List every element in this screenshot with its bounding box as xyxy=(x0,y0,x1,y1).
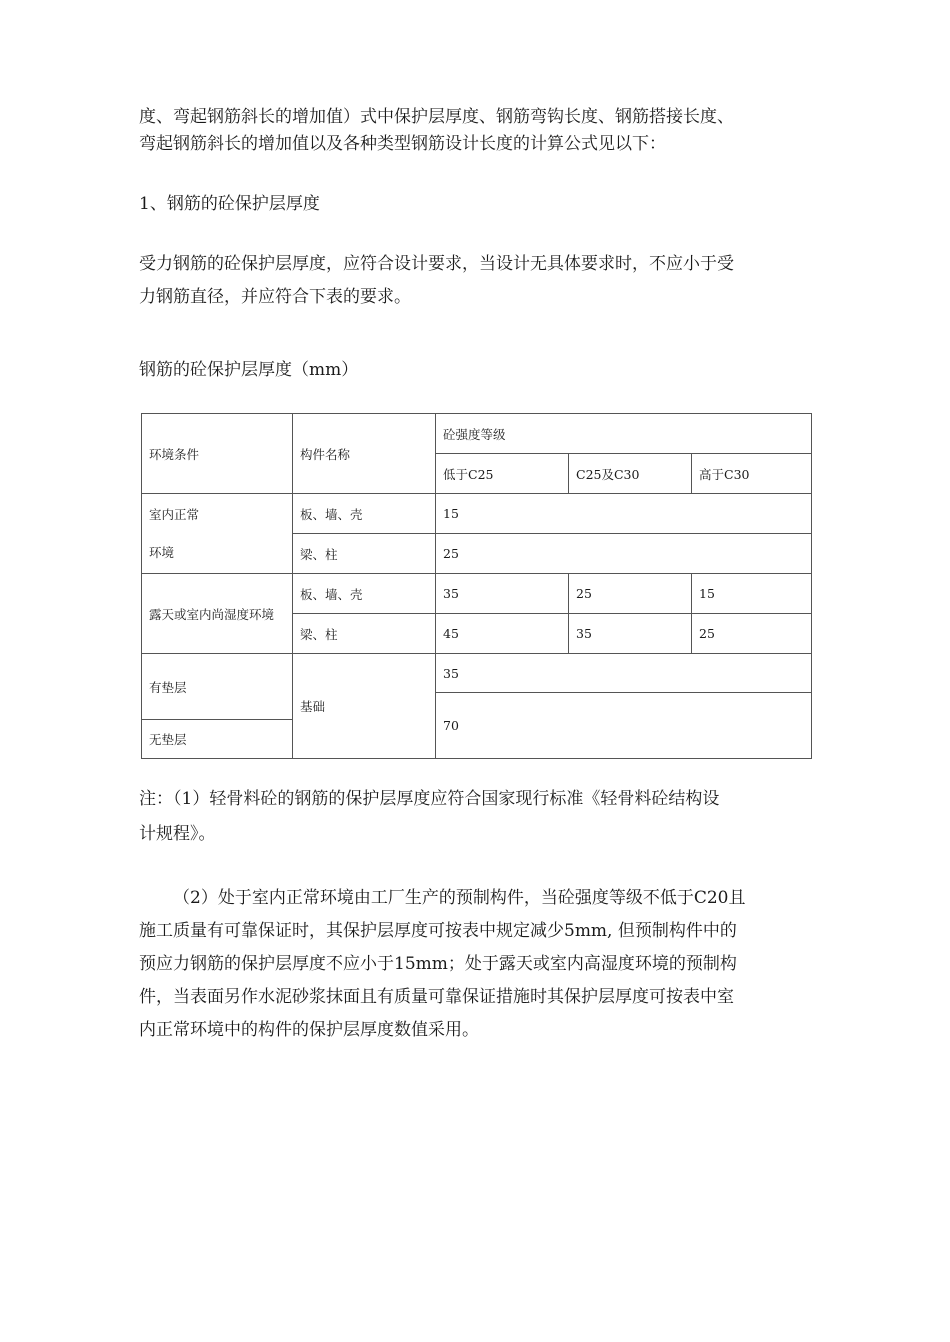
foundation-member: 基础 xyxy=(293,654,436,759)
requirement-line-2: 力钢筋直径，并应符合下表的要求。 xyxy=(139,287,411,307)
requirement-line-1: 受力钢筋的砼保护层厚度，应符合设计要求，当设计无具体要求时，不应小于受 xyxy=(139,254,734,274)
intro-line-1: 度、弯起钢筋斜长的增加值）式中保护层厚度、钢筋弯钩长度、钢筋搭接长度、 xyxy=(139,107,734,127)
header-member: 构件名称 xyxy=(293,414,436,494)
note-1-line-1: 注：（1）轻骨料砼的钢筋的保护层厚度应符合国家现行标准《轻骨料砼结构设 xyxy=(139,789,720,809)
table-row xyxy=(142,574,812,614)
note-2 xyxy=(139,882,815,1047)
outdoor-row2-low: 45 xyxy=(436,614,569,654)
outdoor-row1-mid: 25 xyxy=(569,574,692,614)
section-heading: 1、钢筋的砼保护层厚度 xyxy=(139,194,320,214)
note-1-line-2: 计规程》。 xyxy=(139,824,216,844)
table-caption: 钢筋的砼保护层厚度（mm） xyxy=(139,360,359,380)
outdoor-row1-member: 板、墙、壳 xyxy=(293,574,436,614)
requirement-paragraph xyxy=(139,248,815,314)
outdoor-row2-member: 梁、柱 xyxy=(293,614,436,654)
outdoor-row2-high: 25 xyxy=(692,614,812,654)
cover-thickness-table xyxy=(141,413,812,759)
header-env: 环境条件 xyxy=(142,414,293,494)
note-2-line-3: 预应力钢筋的保护层厚度不应小于15mm；处于露天或室内高湿度环境的预制构 xyxy=(139,954,737,974)
outdoor-row1-low: 35 xyxy=(436,574,569,614)
indoor-row1-member: 板、墙、壳 xyxy=(293,494,436,534)
indoor-env-cell xyxy=(142,494,293,574)
outdoor-env-cell: 露天或室内尚湿度环境 xyxy=(142,574,293,654)
with-cushion-value: 35 xyxy=(436,654,812,693)
header-high: 高于C30 xyxy=(692,454,812,494)
note-1 xyxy=(139,782,815,852)
intro-line-2: 弯起钢筋斜长的增加值以及各种类型钢筋设计长度的计算公式见以下： xyxy=(139,134,666,154)
indoor-row2-member: 梁、柱 xyxy=(293,534,436,574)
note-2-line-5: 内正常环境中的构件的保护层厚度数值采用。 xyxy=(139,1020,479,1040)
header-grade: 砼强度等级 xyxy=(436,414,812,454)
indoor-row2-value: 25 xyxy=(436,534,812,574)
table-row xyxy=(142,654,812,693)
outdoor-row1-high: 15 xyxy=(692,574,812,614)
table-row xyxy=(142,494,812,534)
indoor-row1-value: 15 xyxy=(436,494,812,534)
intro-paragraph xyxy=(139,104,815,158)
with-cushion-env: 有垫层 xyxy=(142,654,293,720)
note-2-line-1: （2）处于室内正常环境由工厂生产的预制构件，当砼强度等级不低于C20且 xyxy=(173,888,746,908)
note-2-line-4: 件，当表面另作水泥砂浆抹面且有质量可靠保证措施时其保护层厚度可按表中室 xyxy=(139,987,734,1007)
header-mid: C25及C30 xyxy=(569,454,692,494)
without-cushion-env: 无垫层 xyxy=(142,720,293,759)
table-header-row xyxy=(142,414,812,454)
indoor-env-line-2: 环境 xyxy=(149,544,175,560)
without-cushion-value: 70 xyxy=(436,693,812,759)
header-low: 低于C25 xyxy=(436,454,569,494)
indoor-env-line-1: 室内正常 xyxy=(149,506,200,522)
note-2-line-2: 施工质量有可靠保证时，其保护层厚度可按表中规定减少5mm, 但预制构件中的 xyxy=(139,921,737,941)
outdoor-row2-mid: 35 xyxy=(569,614,692,654)
